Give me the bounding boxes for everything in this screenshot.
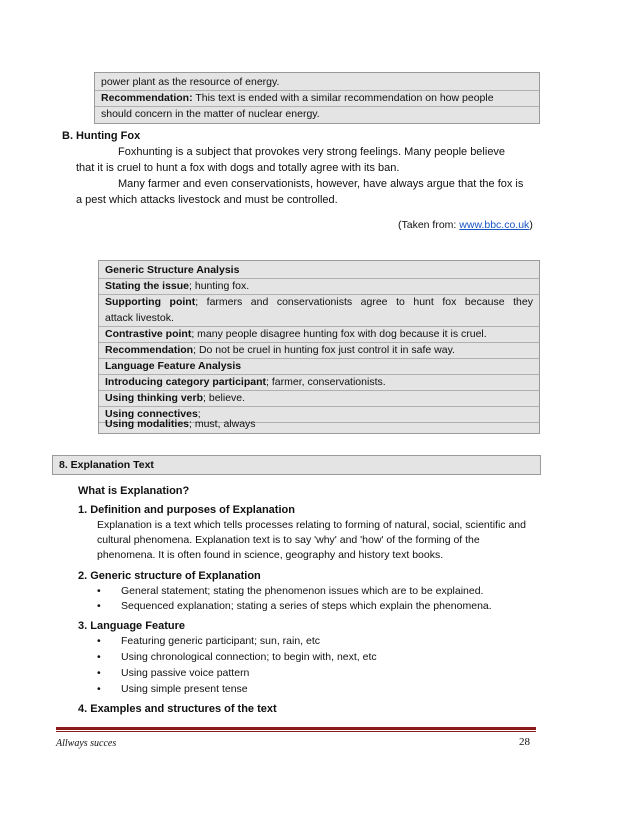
section-heading: B. Hunting Fox <box>62 130 141 142</box>
list-title: 1. Definition and purposes of Explanation <box>78 504 295 516</box>
section-heading: 8. Explanation Text <box>59 459 154 471</box>
list-title: 4. Examples and structures of the text <box>78 703 277 715</box>
list-item: • Featuring generic participant; sun, rain, etc <box>97 635 321 647</box>
footer-rule <box>56 727 536 730</box>
paragraph-line: a pest which attacks livestock and must be controlled. <box>76 194 338 206</box>
list-item: • Sequenced explanation; stating a series of steps which explain the phenomena. <box>97 600 492 612</box>
subheading: What is Explanation? <box>78 485 190 497</box>
footer-left-text: Allways succes <box>56 738 117 749</box>
paragraph-line: cultural phenomena. Explanation text is to say 'why' and 'how' of the forming of the <box>97 534 480 546</box>
box-line: Supporting point; farmers and conservationists agree to hunt fox because they <box>105 296 533 308</box>
box-line: Stating the issue; hunting fox. <box>105 280 250 292</box>
box-line: Recommendation: This text is ended with a similar recommendation on how people <box>101 92 494 104</box>
paragraph-line: Explanation is a text which tells processes relating to forming of natural, social, scientific and <box>97 519 526 531</box>
box-line: Contrastive point; many people disagree hunting fox with dog because it is cruel. <box>105 328 487 340</box>
box-line: Language Feature Analysis <box>105 360 242 372</box>
list-title: 2. Generic structure of Explanation <box>78 570 261 582</box>
box-line: Using modalities; must, always <box>105 418 256 430</box>
section-heading-bar <box>52 455 541 475</box>
source-link[interactable]: www.bbc.co.uk <box>459 219 530 231</box>
list-item: • Using passive voice pattern <box>97 667 250 679</box>
box-line: attack livestok. <box>105 312 174 324</box>
list-item: • General statement; stating the phenomenon issues which are to be explained. <box>97 585 484 597</box>
paragraph-line: that it is cruel to hunt a fox with dogs and totally agree with its ban. <box>76 162 400 174</box>
list-title: 3. Language Feature <box>78 620 185 632</box>
list-item: • Using chronological connection; to begin with, next, etc <box>97 651 377 663</box>
source-citation: (Taken from: www.bbc.co.uk) <box>398 219 533 231</box>
page-number: 28 <box>519 736 530 748</box>
analysis-box-nuclear <box>94 72 540 124</box>
list-item: • Using simple present tense <box>97 683 248 695</box>
footer-rule-thin <box>56 731 536 732</box>
box-line: Using thinking verb; believe. <box>105 392 246 404</box>
box-line: Introducing category participant; farmer, conservationists. <box>105 376 386 388</box>
paragraph-line: Foxhunting is a subject that provokes very strong feelings. Many people believe <box>118 146 506 158</box>
box-line: Generic Structure Analysis <box>105 264 240 276</box>
box-line: power plant as the resource of energy. <box>101 76 280 88</box>
box-line: Using connectives; <box>105 408 201 420</box>
paragraph-line: phenomena. It is often found in science, geography and history text books. <box>97 549 444 561</box>
paragraph-line: Many farmer and even conservationists, however, have always argue that the fox is <box>118 178 524 190</box>
box-line: Recommendation; Do not be cruel in hunting fox just control it in safe way. <box>105 344 455 356</box>
analysis-box-fox <box>98 260 540 434</box>
box-line: should concern in the matter of nuclear energy. <box>101 108 320 120</box>
